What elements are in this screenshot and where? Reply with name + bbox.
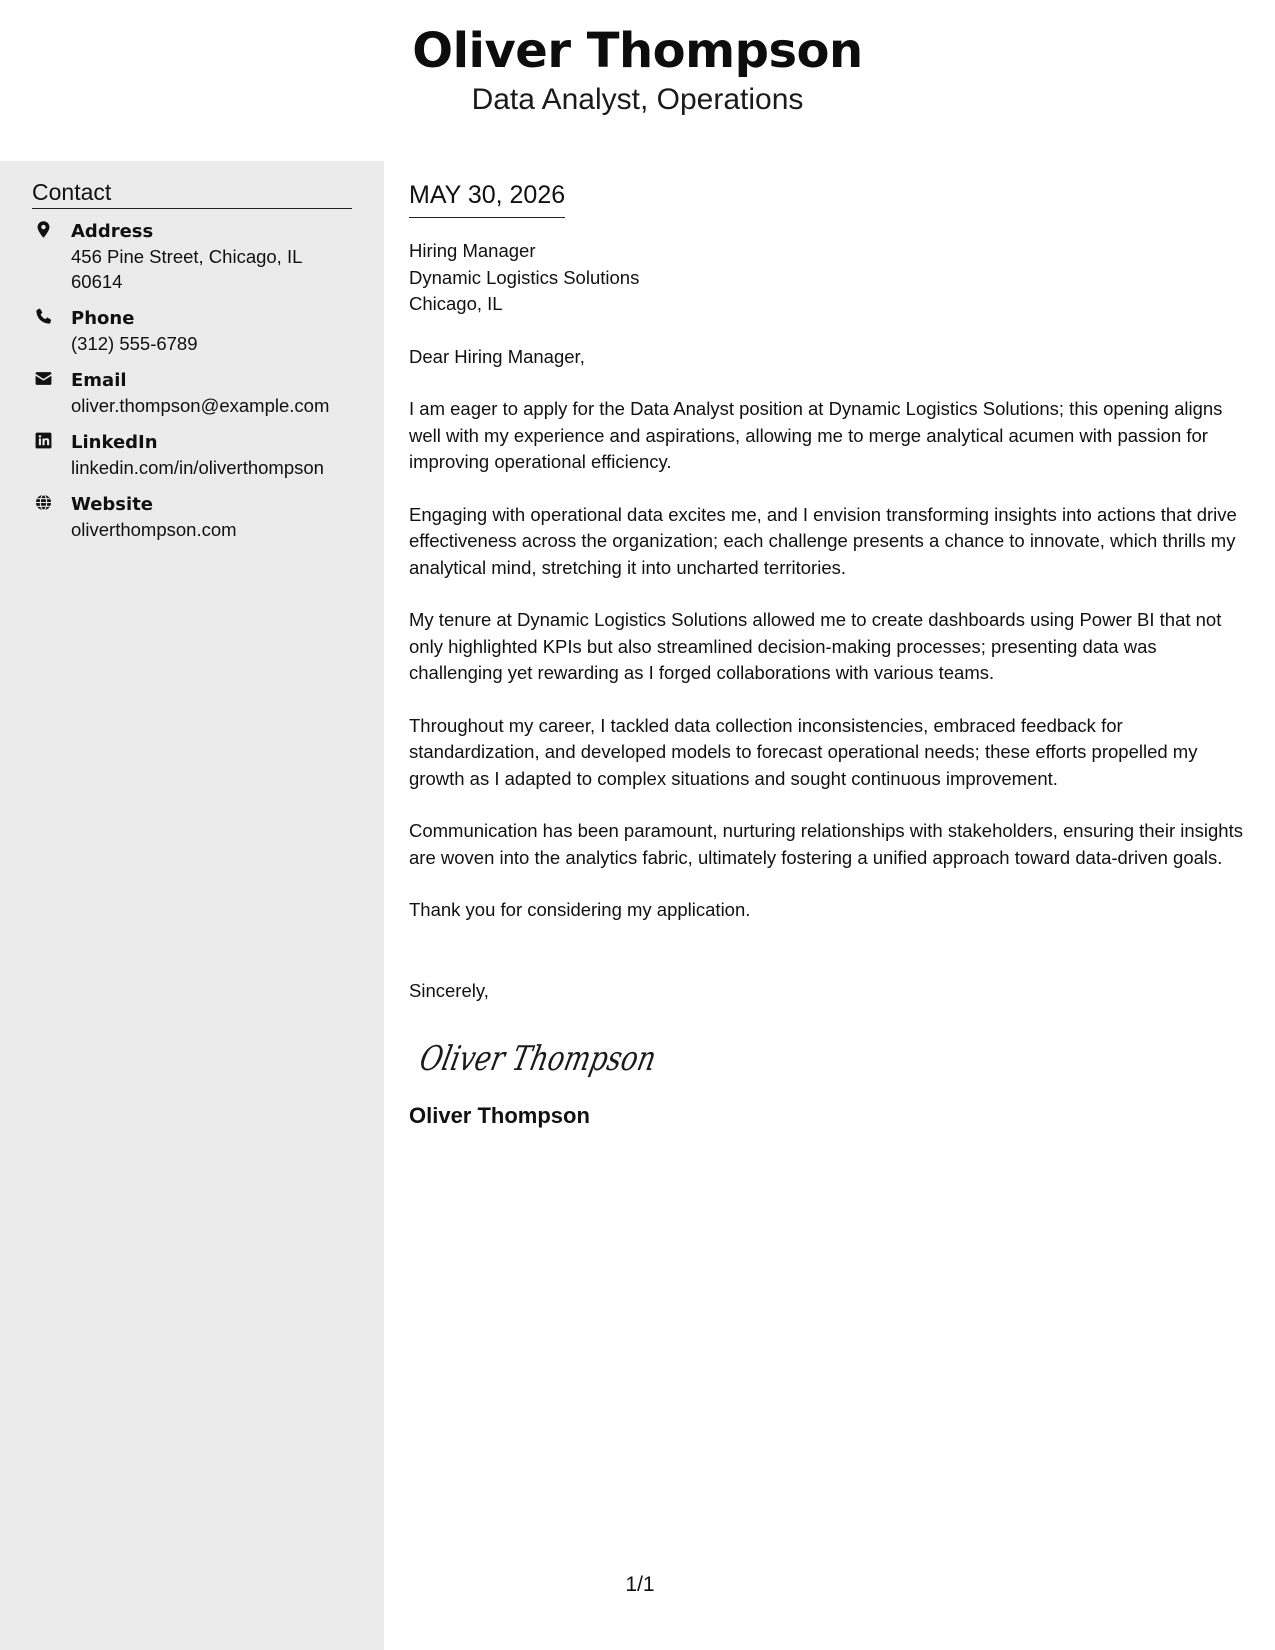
paragraph: My tenure at Dynamic Logistics Solutions allowed me to create dashboards using Power BI that not only highlighted KPIs but also streamlined decision-making processes; presenting data was challenging yet rewarding as I forged collaborations with various teams. [409, 609, 1222, 683]
handwritten-signature [416, 1028, 720, 1088]
contact-heading: Contact [32, 177, 352, 209]
applicant-name: Oliver Thompson [412, 23, 863, 79]
contact-item-linkedin [32, 430, 362, 480]
letter-header [0, 0, 1275, 161]
contact-value-website: oliverthompson.com [71, 519, 237, 540]
paragraph: Engaging with operational data excites me, and I envision transforming insights into actions that drive effectiveness across the organization; each challenge presents a chance to innovate, which thrills my analytical mind, stretching it into uncharted territories. [409, 503, 1237, 578]
contact-value-linkedin: linkedin.com/in/oliverthompson [71, 457, 324, 478]
closing: Sincerely, [409, 979, 489, 1001]
applicant-job-title: Data Analyst, Operations [471, 83, 804, 116]
contact-label-address: Address [71, 221, 154, 242]
recipient-company: Dynamic Logistics Solutions [409, 266, 640, 288]
contact-sidebar [0, 161, 384, 1650]
contact-list [32, 219, 362, 554]
globe-icon [34, 493, 53, 512]
page-number: 1/1 [625, 1573, 655, 1596]
paragraph: Throughout my career, I tackled data collection inconsistencies, embraced feedback for standardization, and developed models to forecast operational needs; these efforts propelled my growth as I adapted to complex situations and sought continuous improvement. [409, 714, 1198, 789]
contact-item-website [32, 492, 362, 542]
contact-value-email: oliver.thompson@example.com [71, 395, 330, 416]
contact-item-phone [32, 306, 362, 356]
phone-icon [34, 307, 53, 326]
recipient-block [409, 238, 1245, 318]
salutation: Dear Hiring Manager, [409, 345, 585, 367]
paragraph: Thank you for considering my application. [409, 899, 751, 920]
linkedin-icon [34, 431, 53, 450]
envelope-icon [34, 369, 53, 388]
letter-date: MAY 30, 2026 [409, 179, 565, 218]
contact-label-linkedin: LinkedIn [71, 432, 158, 453]
contact-item-address [32, 219, 362, 294]
recipient-location: Chicago, IL [409, 293, 503, 314]
recipient-title: Hiring Manager [409, 240, 536, 261]
contact-value-address: 456 Pine Street, Chicago, IL 60614 [71, 246, 302, 292]
paragraph: I am eager to apply for the Data Analyst position at Dynamic Logistics Solutions; this opening aligns well with my experience and aspirations, allowing me to merge analytical acumen with passion for improving operational efficiency. [409, 398, 1223, 472]
contact-label-website: Website [71, 494, 154, 515]
contact-label-phone: Phone [71, 308, 135, 329]
letter-body [409, 161, 1245, 1130]
contact-label-email: Email [71, 370, 127, 391]
contact-value-phone: (312) 555-6789 [71, 333, 198, 354]
map-pin-icon [34, 220, 53, 239]
signer-name: Oliver Thompson [409, 1103, 590, 1128]
signature-text: Oliver Thompson [416, 1039, 720, 1079]
contact-item-email [32, 368, 362, 418]
paragraph: Communication has been paramount, nurturing relationships with stakeholders, ensuring their insights are woven into the analytics fabric, ultimately fostering a unified approach toward data-driven goals. [409, 820, 1243, 868]
